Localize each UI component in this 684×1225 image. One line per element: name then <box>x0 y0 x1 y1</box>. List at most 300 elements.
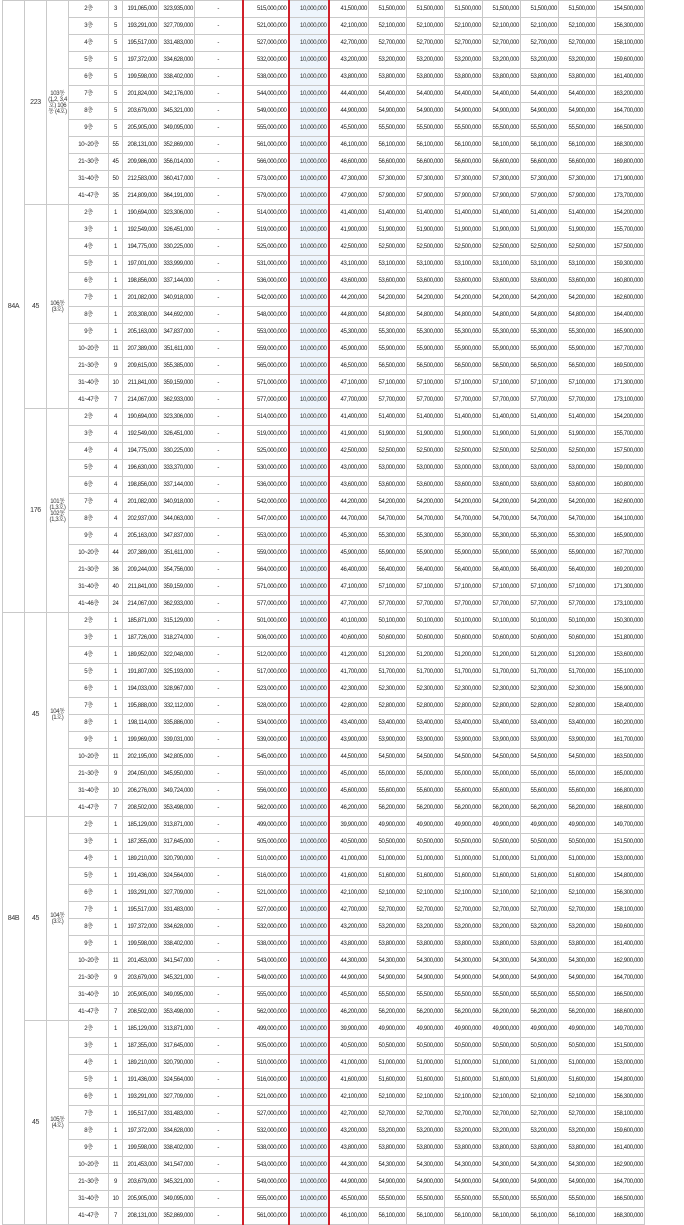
total-price-cell: 538,000,000 <box>243 69 289 86</box>
land-price-cell: 189,952,000 <box>123 647 159 664</box>
interim-5-cell: 51,000,000 <box>521 851 559 868</box>
vat-cell: - <box>195 69 243 86</box>
interim-5-cell: 55,000,000 <box>521 766 559 783</box>
interim-2-cell: 52,700,000 <box>407 35 445 52</box>
contract-2-cell: 43,800,000 <box>329 936 369 953</box>
units-cell: 5 <box>109 120 123 137</box>
balance-cell: 156,300,000 <box>597 885 645 902</box>
interim-3-cell: 51,600,000 <box>445 868 483 885</box>
building-price-cell: 354,756,000 <box>159 562 195 579</box>
vat-cell: - <box>195 307 243 324</box>
interim-3-cell: 53,000,000 <box>445 460 483 477</box>
total-price-cell: 543,000,000 <box>243 953 289 970</box>
interim-2-cell: 53,400,000 <box>407 715 445 732</box>
land-price-cell: 191,436,000 <box>123 868 159 885</box>
table-row <box>3 171 645 188</box>
total-price-cell: 538,000,000 <box>243 936 289 953</box>
vat-cell: - <box>195 885 243 902</box>
vat-cell: - <box>195 749 243 766</box>
total-price-cell: 521,000,000 <box>243 885 289 902</box>
vat-cell: - <box>195 188 243 205</box>
interim-3-cell: 54,200,000 <box>445 290 483 307</box>
interim-3-cell: 51,400,000 <box>445 409 483 426</box>
building-price-cell: 340,918,000 <box>159 290 195 307</box>
contract-2-cell: 46,500,000 <box>329 358 369 375</box>
building-price-cell: 338,402,000 <box>159 1140 195 1157</box>
contract-1-cell: 10,000,000 <box>289 1072 329 1089</box>
interim-1-cell: 57,700,000 <box>369 596 407 613</box>
land-price-cell: 211,841,000 <box>123 375 159 392</box>
interim-4-cell: 52,800,000 <box>483 698 521 715</box>
land-price-cell: 214,809,000 <box>123 188 159 205</box>
interim-1-cell: 55,000,000 <box>369 766 407 783</box>
units-cell: 35 <box>109 188 123 205</box>
interim-3-cell: 55,300,000 <box>445 324 483 341</box>
interim-1-cell: 53,600,000 <box>369 273 407 290</box>
floor-cell: 41~47층 <box>69 800 109 817</box>
vat-cell: - <box>195 154 243 171</box>
interim-1-cell: 50,600,000 <box>369 630 407 647</box>
interim-3-cell: 53,100,000 <box>445 256 483 273</box>
land-price-cell: 208,502,000 <box>123 1004 159 1021</box>
dong-cell: 104동 (3호) <box>47 817 69 1021</box>
interim-2-cell: 56,100,000 <box>407 137 445 154</box>
contract-1-cell: 10,000,000 <box>289 86 329 103</box>
interim-6-cell: 56,100,000 <box>559 137 597 154</box>
interim-4-cell: 57,100,000 <box>483 375 521 392</box>
interim-1-cell: 54,900,000 <box>369 1174 407 1191</box>
vat-cell: - <box>195 868 243 885</box>
interim-5-cell: 53,800,000 <box>521 69 559 86</box>
interim-6-cell: 54,200,000 <box>559 494 597 511</box>
building-price-cell: 317,645,000 <box>159 1038 195 1055</box>
table-row <box>3 1021 645 1038</box>
interim-5-cell: 56,100,000 <box>521 1208 559 1225</box>
interim-4-cell: 53,800,000 <box>483 936 521 953</box>
building-price-cell: 349,095,000 <box>159 987 195 1004</box>
building-price-cell: 345,321,000 <box>159 103 195 120</box>
interim-3-cell: 54,300,000 <box>445 1157 483 1174</box>
units-cell: 7 <box>109 392 123 409</box>
total-price-cell: 553,000,000 <box>243 324 289 341</box>
interim-3-cell: 54,500,000 <box>445 749 483 766</box>
contract-2-cell: 42,100,000 <box>329 18 369 35</box>
floor-cell: 7층 <box>69 1106 109 1123</box>
interim-3-cell: 57,900,000 <box>445 188 483 205</box>
interim-6-cell: 54,500,000 <box>559 749 597 766</box>
household-count-cell: 45 <box>25 613 47 817</box>
interim-3-cell: 49,900,000 <box>445 1021 483 1038</box>
interim-2-cell: 54,500,000 <box>407 749 445 766</box>
units-cell: 1 <box>109 817 123 834</box>
interim-4-cell: 54,400,000 <box>483 86 521 103</box>
units-cell: 5 <box>109 69 123 86</box>
contract-1-cell: 10,000,000 <box>289 1208 329 1225</box>
floor-cell: 5층 <box>69 460 109 477</box>
interim-1-cell: 54,500,000 <box>369 749 407 766</box>
total-price-cell: 521,000,000 <box>243 1089 289 1106</box>
interim-5-cell: 50,100,000 <box>521 613 559 630</box>
vat-cell: - <box>195 800 243 817</box>
vat-cell: - <box>195 970 243 987</box>
household-count-cell: 223 <box>25 1 47 205</box>
interim-4-cell: 53,200,000 <box>483 52 521 69</box>
interim-5-cell: 52,700,000 <box>521 902 559 919</box>
balance-cell: 159,600,000 <box>597 52 645 69</box>
interim-1-cell: 53,800,000 <box>369 1140 407 1157</box>
building-price-cell: 320,790,000 <box>159 1055 195 1072</box>
interim-3-cell: 52,800,000 <box>445 698 483 715</box>
interim-3-cell: 53,800,000 <box>445 936 483 953</box>
table-row <box>3 1055 645 1072</box>
interim-3-cell: 51,700,000 <box>445 664 483 681</box>
contract-1-cell: 10,000,000 <box>289 919 329 936</box>
interim-5-cell: 53,200,000 <box>521 52 559 69</box>
vat-cell: - <box>195 273 243 290</box>
floor-cell: 8층 <box>69 103 109 120</box>
table-row <box>3 35 645 52</box>
interim-5-cell: 54,200,000 <box>521 494 559 511</box>
table-row <box>3 1123 645 1140</box>
contract-2-cell: 41,500,000 <box>329 1 369 18</box>
interim-5-cell: 54,500,000 <box>521 749 559 766</box>
table-row <box>3 528 645 545</box>
land-price-cell: 185,129,000 <box>123 817 159 834</box>
interim-1-cell: 52,100,000 <box>369 18 407 35</box>
interim-2-cell: 54,700,000 <box>407 511 445 528</box>
contract-1-cell: 10,000,000 <box>289 409 329 426</box>
contract-1-cell: 10,000,000 <box>289 171 329 188</box>
land-price-cell: 207,389,000 <box>123 545 159 562</box>
interim-4-cell: 51,400,000 <box>483 409 521 426</box>
balance-cell: 158,100,000 <box>597 902 645 919</box>
interim-6-cell: 53,200,000 <box>559 52 597 69</box>
dong-cell: 101동 (1,3호) 102동 (1,3호) <box>47 409 69 613</box>
total-price-cell: 539,000,000 <box>243 732 289 749</box>
total-price-cell: 527,000,000 <box>243 1106 289 1123</box>
floor-cell: 31~40층 <box>69 171 109 188</box>
interim-1-cell: 55,900,000 <box>369 341 407 358</box>
contract-1-cell: 10,000,000 <box>289 681 329 698</box>
total-price-cell: 562,000,000 <box>243 800 289 817</box>
interim-4-cell: 55,300,000 <box>483 528 521 545</box>
interim-4-cell: 51,400,000 <box>483 205 521 222</box>
interim-1-cell: 54,200,000 <box>369 290 407 307</box>
interim-4-cell: 50,500,000 <box>483 834 521 851</box>
vat-cell: - <box>195 902 243 919</box>
interim-3-cell: 55,500,000 <box>445 987 483 1004</box>
land-price-cell: 193,291,000 <box>123 1089 159 1106</box>
contract-2-cell: 42,700,000 <box>329 902 369 919</box>
interim-6-cell: 55,500,000 <box>559 987 597 1004</box>
building-price-cell: 349,095,000 <box>159 120 195 137</box>
total-price-cell: 523,000,000 <box>243 681 289 698</box>
vat-cell: - <box>195 1004 243 1021</box>
balance-cell: 165,900,000 <box>597 528 645 545</box>
interim-2-cell: 53,000,000 <box>407 460 445 477</box>
floor-cell: 10~20층 <box>69 953 109 970</box>
interim-1-cell: 51,600,000 <box>369 868 407 885</box>
units-cell: 1 <box>109 1055 123 1072</box>
contract-1-cell: 10,000,000 <box>289 562 329 579</box>
table-row <box>3 52 645 69</box>
interim-4-cell: 49,900,000 <box>483 817 521 834</box>
total-price-cell: 499,000,000 <box>243 817 289 834</box>
contract-2-cell: 42,700,000 <box>329 35 369 52</box>
contract-1-cell: 10,000,000 <box>289 970 329 987</box>
floor-cell: 6층 <box>69 477 109 494</box>
vat-cell: - <box>195 1072 243 1089</box>
table-row <box>3 137 645 154</box>
balance-cell: 161,400,000 <box>597 69 645 86</box>
building-price-cell: 323,306,000 <box>159 409 195 426</box>
interim-6-cell: 51,000,000 <box>559 1055 597 1072</box>
units-cell: 4 <box>109 460 123 477</box>
total-price-cell: 577,000,000 <box>243 596 289 613</box>
interim-6-cell: 52,500,000 <box>559 443 597 460</box>
interim-2-cell: 53,900,000 <box>407 732 445 749</box>
floor-cell: 7층 <box>69 902 109 919</box>
interim-1-cell: 54,900,000 <box>369 103 407 120</box>
interim-5-cell: 55,500,000 <box>521 1191 559 1208</box>
table-row <box>3 647 645 664</box>
total-price-cell: 519,000,000 <box>243 222 289 239</box>
interim-5-cell: 54,900,000 <box>521 970 559 987</box>
balance-cell: 157,500,000 <box>597 239 645 256</box>
units-cell: 1 <box>109 1140 123 1157</box>
land-price-cell: 190,694,000 <box>123 205 159 222</box>
interim-1-cell: 53,900,000 <box>369 732 407 749</box>
floor-cell: 6층 <box>69 885 109 902</box>
interim-5-cell: 55,900,000 <box>521 341 559 358</box>
interim-6-cell: 57,700,000 <box>559 596 597 613</box>
table-row <box>3 409 645 426</box>
interim-4-cell: 54,900,000 <box>483 1174 521 1191</box>
land-price-cell: 205,905,000 <box>123 1191 159 1208</box>
contract-1-cell: 10,000,000 <box>289 800 329 817</box>
table-row <box>3 732 645 749</box>
contract-1-cell: 10,000,000 <box>289 477 329 494</box>
contract-2-cell: 43,600,000 <box>329 273 369 290</box>
building-price-cell: 359,159,000 <box>159 375 195 392</box>
floor-cell: 41~47층 <box>69 392 109 409</box>
building-price-cell: 342,805,000 <box>159 749 195 766</box>
interim-6-cell: 56,200,000 <box>559 800 597 817</box>
interim-1-cell: 51,500,000 <box>369 1 407 18</box>
floor-cell: 6층 <box>69 69 109 86</box>
table-row <box>3 205 645 222</box>
table-row <box>3 494 645 511</box>
building-price-cell: 313,871,000 <box>159 1021 195 1038</box>
interim-6-cell: 55,600,000 <box>559 783 597 800</box>
interim-5-cell: 54,700,000 <box>521 511 559 528</box>
floor-cell: 7층 <box>69 290 109 307</box>
balance-cell: 169,500,000 <box>597 358 645 375</box>
interim-5-cell: 55,900,000 <box>521 545 559 562</box>
interim-5-cell: 52,700,000 <box>521 1106 559 1123</box>
units-cell: 1 <box>109 1021 123 1038</box>
floor-cell: 21~30층 <box>69 766 109 783</box>
units-cell: 1 <box>109 1072 123 1089</box>
interim-6-cell: 55,900,000 <box>559 545 597 562</box>
contract-1-cell: 10,000,000 <box>289 851 329 868</box>
balance-cell: 162,900,000 <box>597 953 645 970</box>
dong-cell: 105동 (4호) <box>47 1021 69 1225</box>
interim-2-cell: 57,900,000 <box>407 188 445 205</box>
building-price-cell: 333,370,000 <box>159 460 195 477</box>
interim-4-cell: 51,600,000 <box>483 1072 521 1089</box>
balance-cell: 166,500,000 <box>597 120 645 137</box>
balance-cell: 163,500,000 <box>597 749 645 766</box>
interim-6-cell: 51,600,000 <box>559 1072 597 1089</box>
floor-cell: 5층 <box>69 1072 109 1089</box>
contract-1-cell: 10,000,000 <box>289 511 329 528</box>
contract-2-cell: 42,100,000 <box>329 885 369 902</box>
balance-cell: 166,800,000 <box>597 783 645 800</box>
total-price-cell: 549,000,000 <box>243 970 289 987</box>
contract-2-cell: 41,400,000 <box>329 409 369 426</box>
interim-3-cell: 55,900,000 <box>445 341 483 358</box>
building-price-cell: 334,628,000 <box>159 919 195 936</box>
vat-cell: - <box>195 103 243 120</box>
interim-5-cell: 53,200,000 <box>521 1123 559 1140</box>
interim-3-cell: 57,100,000 <box>445 375 483 392</box>
interim-4-cell: 50,600,000 <box>483 630 521 647</box>
contract-2-cell: 45,000,000 <box>329 766 369 783</box>
interim-2-cell: 51,900,000 <box>407 222 445 239</box>
interim-5-cell: 54,900,000 <box>521 1174 559 1191</box>
units-cell: 1 <box>109 1123 123 1140</box>
contract-2-cell: 39,900,000 <box>329 1021 369 1038</box>
building-price-cell: 326,451,000 <box>159 222 195 239</box>
interim-2-cell: 56,100,000 <box>407 1208 445 1225</box>
contract-2-cell: 43,800,000 <box>329 69 369 86</box>
building-price-cell: 327,709,000 <box>159 1089 195 1106</box>
interim-2-cell: 53,800,000 <box>407 936 445 953</box>
units-cell: 10 <box>109 987 123 1004</box>
total-price-cell: 510,000,000 <box>243 1055 289 1072</box>
units-cell: 10 <box>109 375 123 392</box>
interim-1-cell: 54,700,000 <box>369 511 407 528</box>
building-price-cell: 324,564,000 <box>159 868 195 885</box>
interim-5-cell: 51,600,000 <box>521 868 559 885</box>
contract-2-cell: 44,300,000 <box>329 1157 369 1174</box>
contract-1-cell: 10,000,000 <box>289 154 329 171</box>
balance-cell: 168,600,000 <box>597 1004 645 1021</box>
vat-cell: - <box>195 1174 243 1191</box>
balance-cell: 165,900,000 <box>597 324 645 341</box>
interim-3-cell: 54,900,000 <box>445 1174 483 1191</box>
total-price-cell: 532,000,000 <box>243 52 289 69</box>
interim-4-cell: 57,300,000 <box>483 171 521 188</box>
units-cell: 1 <box>109 902 123 919</box>
building-price-cell: 339,031,000 <box>159 732 195 749</box>
vat-cell: - <box>195 205 243 222</box>
interim-4-cell: 53,200,000 <box>483 919 521 936</box>
balance-cell: 164,700,000 <box>597 103 645 120</box>
floor-cell: 5층 <box>69 52 109 69</box>
interim-1-cell: 53,400,000 <box>369 715 407 732</box>
interim-5-cell: 49,900,000 <box>521 1021 559 1038</box>
interim-3-cell: 51,900,000 <box>445 426 483 443</box>
interim-6-cell: 56,600,000 <box>559 154 597 171</box>
interim-3-cell: 52,700,000 <box>445 1106 483 1123</box>
contract-2-cell: 45,500,000 <box>329 120 369 137</box>
building-price-cell: 334,628,000 <box>159 52 195 69</box>
contract-1-cell: 10,000,000 <box>289 902 329 919</box>
vat-cell: - <box>195 1038 243 1055</box>
contract-1-cell: 10,000,000 <box>289 290 329 307</box>
building-price-cell: 352,869,000 <box>159 1208 195 1225</box>
interim-5-cell: 53,600,000 <box>521 477 559 494</box>
vat-cell: - <box>195 1106 243 1123</box>
interim-2-cell: 56,400,000 <box>407 562 445 579</box>
vat-cell: - <box>195 681 243 698</box>
interim-5-cell: 56,600,000 <box>521 154 559 171</box>
balance-cell: 162,600,000 <box>597 290 645 307</box>
table-row <box>3 783 645 800</box>
total-price-cell: 545,000,000 <box>243 749 289 766</box>
vat-cell: - <box>195 936 243 953</box>
units-cell: 55 <box>109 137 123 154</box>
building-price-cell: 345,950,000 <box>159 766 195 783</box>
interim-2-cell: 50,500,000 <box>407 834 445 851</box>
contract-2-cell: 42,500,000 <box>329 443 369 460</box>
total-price-cell: 501,000,000 <box>243 613 289 630</box>
units-cell: 4 <box>109 426 123 443</box>
interim-6-cell: 54,300,000 <box>559 953 597 970</box>
interim-2-cell: 49,900,000 <box>407 817 445 834</box>
units-cell: 4 <box>109 494 123 511</box>
interim-4-cell: 53,800,000 <box>483 69 521 86</box>
interim-6-cell: 52,800,000 <box>559 698 597 715</box>
contract-1-cell: 10,000,000 <box>289 1055 329 1072</box>
contract-2-cell: 44,900,000 <box>329 103 369 120</box>
contract-1-cell: 10,000,000 <box>289 1140 329 1157</box>
floor-cell: 21~30층 <box>69 358 109 375</box>
interim-2-cell: 51,500,000 <box>407 1 445 18</box>
land-price-cell: 194,775,000 <box>123 443 159 460</box>
interim-3-cell: 53,200,000 <box>445 52 483 69</box>
contract-2-cell: 46,200,000 <box>329 1004 369 1021</box>
table-row <box>3 681 645 698</box>
floor-cell: 4층 <box>69 1055 109 1072</box>
floor-cell: 21~30층 <box>69 970 109 987</box>
interim-3-cell: 56,500,000 <box>445 358 483 375</box>
vat-cell: - <box>195 834 243 851</box>
interim-6-cell: 53,800,000 <box>559 936 597 953</box>
floor-cell: 9층 <box>69 528 109 545</box>
units-cell: 7 <box>109 800 123 817</box>
interim-4-cell: 53,800,000 <box>483 1140 521 1157</box>
interim-4-cell: 53,400,000 <box>483 715 521 732</box>
land-price-cell: 191,436,000 <box>123 1072 159 1089</box>
balance-cell: 159,600,000 <box>597 919 645 936</box>
interim-2-cell: 51,700,000 <box>407 664 445 681</box>
interim-6-cell: 52,100,000 <box>559 885 597 902</box>
interim-4-cell: 57,100,000 <box>483 579 521 596</box>
table-row <box>3 324 645 341</box>
floor-cell: 8층 <box>69 511 109 528</box>
balance-cell: 154,200,000 <box>597 409 645 426</box>
contract-1-cell: 10,000,000 <box>289 460 329 477</box>
units-cell: 1 <box>109 256 123 273</box>
interim-4-cell: 55,900,000 <box>483 341 521 358</box>
units-cell: 1 <box>109 324 123 341</box>
interim-5-cell: 52,100,000 <box>521 1089 559 1106</box>
interim-5-cell: 55,300,000 <box>521 528 559 545</box>
interim-1-cell: 51,000,000 <box>369 1055 407 1072</box>
